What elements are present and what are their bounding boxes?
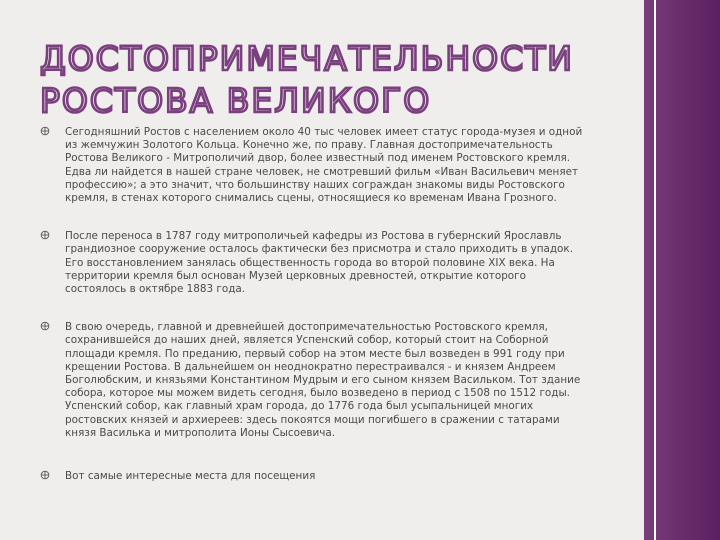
title-line-1: ДОСТОПРИМЕЧАТЕЛЬНОСТИ <box>40 39 574 78</box>
circle-cross-bullet-icon <box>40 321 50 331</box>
sidebar-divider-line <box>654 0 656 540</box>
bullet-list <box>40 126 586 483</box>
paragraph-text: Вот самые интересные места для посещения <box>65 470 316 483</box>
decorative-sidebar <box>644 0 720 540</box>
list-item <box>40 230 586 296</box>
title-line-2: РОСТОВА ВЕЛИКОГО <box>40 81 432 120</box>
slide-title <box>38 38 574 120</box>
title-outline-text <box>38 38 574 120</box>
paragraph-text: После переноса в 1787 году митрополичьей кафедры из Ростова в губернский Ярославль грандиозное сооружение осталось фактически без присмотра и стало приходить в упадок. Его восстановлением занялась общественность города во второй половине XIX века. На территории кремля был основан Музей церковных древностей, открытие которого состоялось в октябре 1883 года. <box>65 230 573 296</box>
list-item <box>40 470 586 483</box>
paragraph-text: Сегодняшний Ростов с населением около 40 тыс человек имеет статус города-музея и одной из жемчужин Золотого Кольца. Конечно же, по праву. Главная достопримечательность Ростова Великого - Митрополичий двор, более известный под именем Ростовского кремля. Едва ли найдется в нашей стране человек, не смотревший фильм «Иван Васильевич меняет профессию»; а это значит, что большинству наших сограждан знакомы виды Ростовского кремля, в стенах которого снимались сцены, относящиеся ко временам Ивана Грозного. <box>65 126 583 205</box>
list-item <box>40 321 586 440</box>
circle-cross-bullet-icon <box>40 126 50 136</box>
paragraph-text: В свою очередь, главной и древнейшей достопримечательностью Ростовского кремля, сохранившейся до наших дней, является Успенский собор, который стоит на Соборной площади кремля. По преданию, первый собор на этом месте был возведен в 991 году при крещении Ростова. В дальнейшем он неоднократно перестраивался - и князем Андреем Боголюбским, и князьями Константином Мудрым и его сыном князем Васильком. Тот здание собора, которое мы можем видеть сегодня, было возведено в период с 1508 по 1512 годы. Успенский собор, как главный храм города, до 1776 года был усыпальницей многих ростовских князей и архиереев: здесь покоятся мощи погибшего в сражении с татарами князя Василька и митрополита Ионы Сысоевича. <box>65 321 581 439</box>
circle-cross-bullet-icon <box>40 230 50 240</box>
list-item <box>40 126 586 205</box>
circle-cross-bullet-icon <box>40 470 50 480</box>
